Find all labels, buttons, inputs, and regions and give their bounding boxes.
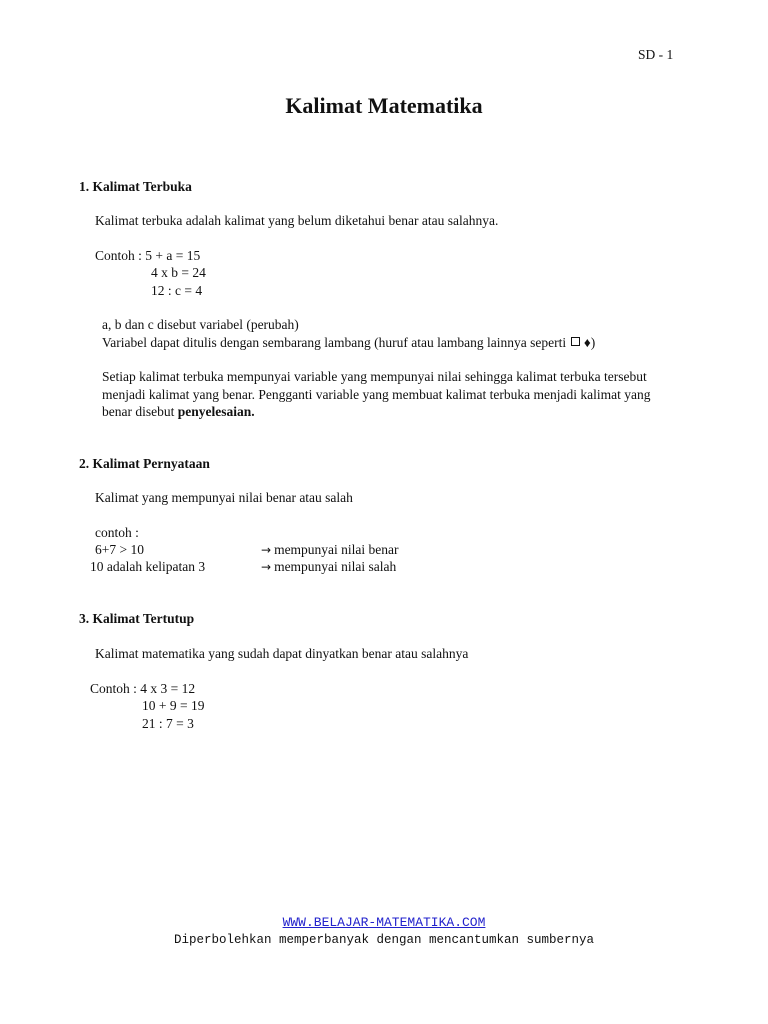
definition-pernyataan: Kalimat yang mempunyai nilai benar atau salah [95,490,353,505]
example-item: 4 x b = 24 [151,265,206,280]
example-label: Contoh : [90,681,137,696]
section-heading-pernyataan: 2. Kalimat Pernyataan [79,456,210,471]
symbol-note-line [102,334,595,351]
definition-terbuka: Kalimat terbuka adalah kalimat yang belum diketahui benar atau salahnya. [95,213,499,228]
solution-text-line [102,403,255,420]
statement-text: 10 adalah kelipatan 3 [90,559,206,574]
solution-text-line: Setiap kalimat terbuka mempunyai variable yang mempunyai nilai sehingga kalimat terbuka tersebut [102,369,647,384]
footer-website-link[interactable]: WWW.BELAJAR-MATEMATIKA.COM [282,915,486,930]
solution-term: penyelesaian. [177,404,255,419]
example-item: 12 : c = 4 [151,283,203,298]
definition-tertutup: Kalimat matematika yang sudah dapat dinyatkan benar atau salahnya [95,646,469,661]
example-item: 4 x 3 = 12 [140,681,196,696]
diamond-symbol: ♦) [583,335,596,350]
example-label-terbuka [95,247,200,264]
symbol-note: Variabel dapat ditulis dengan sembarang lambang (huruf atau lambang lainnya seperti [102,335,567,350]
variable-note: a, b dan c disebut variabel (perubah) [102,317,299,332]
arrow-right-icon: → [261,560,272,574]
example-item: 21 : 7 = 3 [142,716,194,731]
section-heading-tertutup: 3. Kalimat Tertutup [79,611,195,626]
example-item: 5 + a = 15 [145,248,201,263]
example-label-pernyataan: contoh : [95,525,139,540]
example-item: 10 + 9 = 19 [142,698,205,713]
example-label-tertutup [90,680,195,697]
example-label: Contoh : [95,248,142,263]
arrow-right-icon: → [261,543,272,557]
footer-note: Diperbolehkan memperbanyak dengan mencantumkan sumbernya [173,933,595,947]
solution-prefix: benar disebut [102,404,175,419]
page-code: SD - 1 [638,47,674,62]
result-text: mempunyai nilai benar [274,542,399,557]
statement-result [261,558,396,576]
square-symbol-icon [571,337,580,346]
solution-text-line: menjadi kalimat yang benar. Pengganti variable yang membuat kalimat terbuka menjadi kalimat yang [102,387,651,402]
statement-text: 6+7 > 10 [95,542,144,557]
page-title: Kalimat Matematika [285,93,483,118]
section-heading-terbuka: 1. Kalimat Terbuka [79,179,192,194]
statement-result [261,541,399,559]
result-text: mempunyai nilai salah [274,559,397,574]
